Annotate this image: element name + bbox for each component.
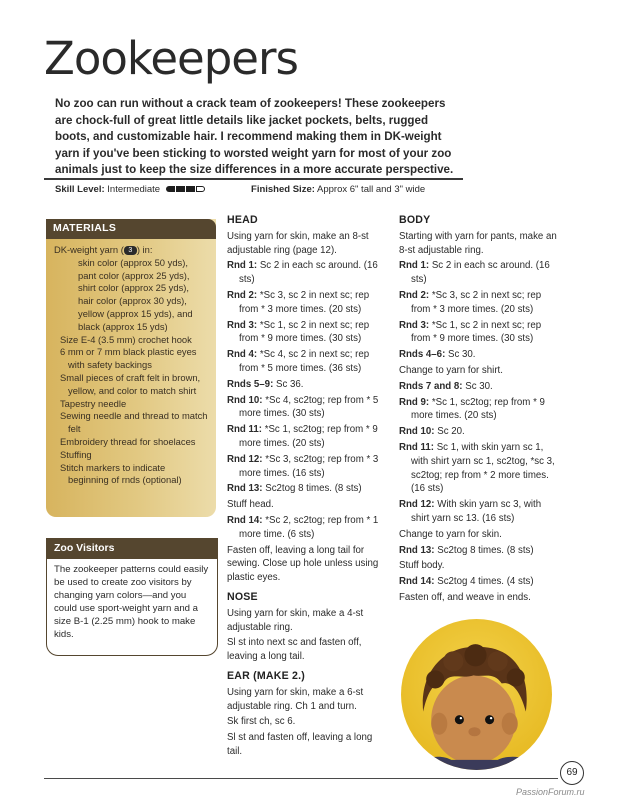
head-finish: Fasten off, leaving a long tail for sewing. Close up hole unless using plastic eyes. [227, 544, 379, 584]
body-change-skin: Change to yarn for skin. [399, 528, 502, 540]
material-item: Stitch markers to indicate beginning of rnds (optional) [60, 461, 182, 486]
material-item: 6 mm or 7 mm black plastic eyes with safety backings [60, 346, 197, 371]
round: Rnds 5–9: Sc 36. [227, 378, 304, 390]
round: Rnd 3: *Sc 1, sc 2 in next sc; rep from * 9 more times. (30 sts) [227, 319, 370, 345]
materials-list [46, 239, 216, 487]
skill-value: Intermediate [107, 184, 161, 196]
intro-paragraph: No zoo can run without a crack team of zookeepers! These zookeepers are chock-full of great little details like jacket pockets, belts, rugged boots, and customizable hair. I recommend making them in DK-weight yarn if you've been sticking to worsted weight yarn for most of your zoo animals just to keep the size differences in a more accurate perspective. [55, 97, 454, 176]
skill-bar [166, 186, 175, 192]
body-stuff: Stuff body. [399, 560, 445, 572]
skill-bar-empty [196, 186, 205, 192]
material-item: Embroidery thread for shoelaces [60, 435, 196, 447]
round: Rnd 12: With skin yarn sc 3, with shirt yarn sc 13. (16 sts) [399, 499, 542, 524]
round: Rnds 7 and 8: Sc 30. [399, 380, 493, 392]
head-rounds [227, 259, 389, 496]
nose-heading: NOSE [227, 590, 258, 603]
round: Rnd 10: *Sc 4, sc2tog; rep from * 5 more times. (30 sts) [227, 394, 379, 420]
size-label: Finished Size: [251, 184, 315, 196]
round: Rnd 9: *Sc 1, sc2tog; rep from * 9 more times. (20 sts) [399, 396, 545, 422]
round: Rnd 1: Sc 2 in each sc around. (16 sts) [399, 260, 550, 286]
zoo-visitors-heading: Zoo Visitors [47, 539, 217, 559]
material-item: Size E-4 (3.5 mm) crochet hook [60, 333, 192, 345]
round: Rnd 2: *Sc 3, sc 2 in next sc; rep from * 3 more times. (20 sts) [399, 289, 542, 315]
skill-label: Skill Level: [55, 184, 105, 196]
skill-bar [176, 186, 185, 192]
yarn-color: shirt color (approx 25 yds), [78, 282, 189, 294]
yarn-weight-icon: 3 [124, 246, 137, 255]
ear-heading: EAR (MAKE 2.) [227, 669, 305, 682]
round: Rnd 2: *Sc 3, sc 2 in next sc; rep from * 3 more times. (20 sts) [227, 289, 370, 315]
yarn-color: black (approx 15 yds) [78, 320, 168, 332]
round: Rnd 4: *Sc 4, sc 2 in next sc; rep from * 5 more times. (36 sts) [227, 349, 370, 374]
pattern-column-right [399, 214, 557, 607]
yarn-color: hair color (approx 30 yds), [78, 295, 187, 307]
round: Rnd 13: Sc2tog 8 times. (8 sts) [227, 483, 362, 495]
title-rule [44, 178, 463, 180]
body-change-shirt: Change to yarn for shirt. [399, 364, 503, 376]
footer-rule [44, 778, 558, 779]
zookeeper-doll-photo [401, 619, 552, 770]
pattern-column-left [227, 214, 389, 761]
yarn-color: yellow (approx 15 yds), and [78, 307, 193, 319]
page-title: Zookeepers [44, 32, 298, 85]
size-value: Approx 6" tall and 3" wide [317, 184, 426, 196]
skill-level-meter [166, 184, 206, 195]
yarn-color: skin color (approx 50 yds), [78, 256, 188, 268]
page-number: 69 [560, 761, 584, 785]
head-intro: Using yarn for skin, make an 8-st adjustable ring (page 12). [227, 230, 369, 256]
head-heading: HEAD [227, 214, 258, 226]
material-item: Small pieces of craft felt in brown, yellow, and color to match shirt [60, 371, 201, 396]
watermark: PassionForum.ru [516, 787, 585, 797]
round: Rnd 1: Sc 2 in each sc around. (16 sts) [227, 260, 378, 286]
body-finish: Fasten off, and weave in ends. [399, 591, 531, 603]
materials-heading: MATERIALS [46, 219, 216, 239]
skill-size-row [55, 184, 425, 195]
round: Rnd 12: *Sc 3, sc2tog; rep from * 3 more times. (16 sts) [227, 453, 379, 479]
zoo-visitors-text: The zookeeper patterns could easily be used to create zoo visitors by changing yarn colors—and you could use sport-weight yarn and a size B-1 (2.25 mm) hook to make kids. [54, 564, 209, 640]
ear-step: Sl st and fasten off, leaving a long tail. [227, 732, 373, 757]
head-stuff: Stuff head. [227, 499, 274, 511]
yarn-color: pant color (approx 25 yds), [78, 269, 190, 281]
body-intro: Starting with yarn for pants, make an 8-st adjustable ring. [399, 230, 557, 256]
ear-step: Sk first ch, sc 6. [227, 716, 296, 728]
zoo-visitors-box [46, 538, 218, 656]
body-heading: BODY [399, 214, 431, 226]
materials-box [46, 219, 216, 517]
round: Rnds 4–6: Sc 30. [399, 349, 476, 361]
material-item: Tapestry needle [60, 397, 127, 409]
round: Rnd 10: Sc 20. [399, 426, 465, 438]
round: Rnd 13: Sc2tog 8 times. (8 sts) [399, 544, 534, 556]
round: Rnd 11: Sc 1, with skin yarn sc 1, with shirt yarn sc 1, sc2tog, *sc 3, sc2tog; rep from * 2 more times. (16 sts) [399, 441, 555, 495]
material-item: Stuffing [60, 448, 92, 460]
round: Rnd 14: *Sc 2, sc2tog; rep from * 1 more time. (6 sts) [227, 514, 379, 540]
yarn-line: DK-weight yarn ( 3 ) in: [54, 244, 153, 255]
ear-step: Using yarn for skin, make a 6-st adjustable ring. Ch 1 and turn. [227, 686, 364, 712]
round: Rnd 14: Sc2tog 4 times. (4 sts) [399, 576, 534, 588]
material-item: Sewing needle and thread to match felt [60, 410, 208, 435]
round: Rnd 3: *Sc 1, sc 2 in next sc; rep from * 9 more times. (30 sts) [399, 319, 542, 345]
skill-bar [186, 186, 195, 192]
round: Rnd 11: *Sc 1, sc2tog; rep from * 9 more times. (20 sts) [227, 424, 378, 449]
nose-step: Using yarn for skin, make a 4-st adjustable ring. [227, 607, 364, 633]
nose-step: Sl st into next sc and fasten off, leaving a long tail. [227, 637, 362, 663]
